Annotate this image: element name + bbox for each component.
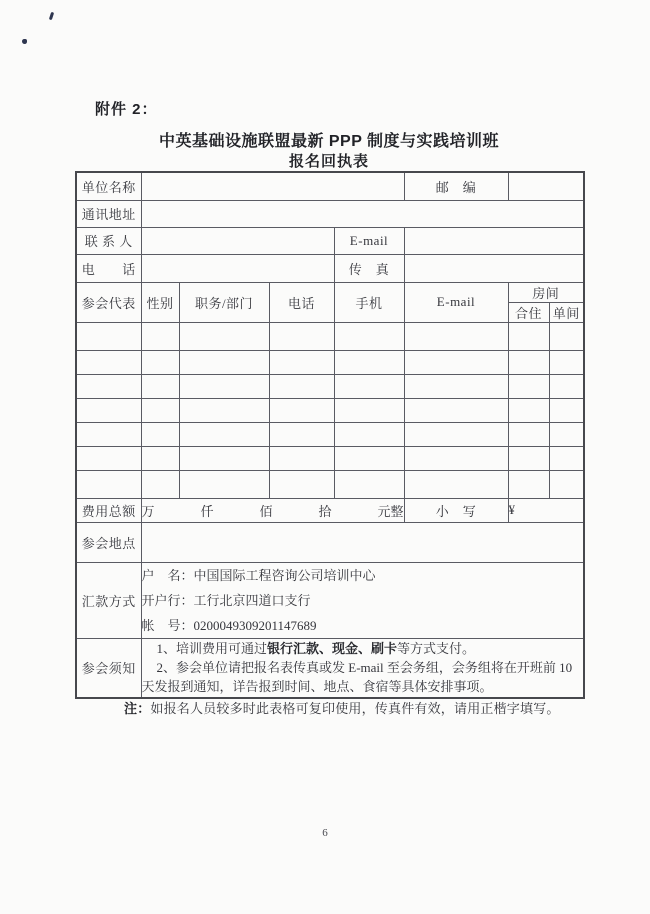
- delegate-empty-row: [76, 322, 584, 350]
- fee-row: [76, 498, 584, 522]
- notes-item-1: 1、培训费用可通过银行汇款、现金、刷卡等方式支付。: [156, 641, 476, 657]
- venue-label: 参会地点: [76, 522, 141, 562]
- notes-item-1-bold: 银行汇款、现金、刷卡: [267, 641, 398, 657]
- email-value-cell: [404, 227, 584, 254]
- attachment-label: 附件 2：: [95, 101, 158, 118]
- gender-column-header: 性别: [141, 282, 179, 322]
- address-value-cell: [141, 200, 584, 227]
- delegate-empty-row: [76, 374, 584, 398]
- contact-label: 联 系 人: [76, 227, 141, 254]
- phone-row: [76, 254, 584, 282]
- fee-unit-yuan: 元整: [377, 503, 404, 519]
- fee-amount-words-cell: [141, 498, 404, 522]
- email-label: E-mail: [334, 227, 404, 254]
- room-shared-header: 合住: [508, 302, 549, 322]
- footnote-text: 如报名人员较多时此表格可复印使用，传真件有效，请用正楷字填写。: [150, 701, 560, 716]
- phone-label: 电 话: [76, 254, 141, 282]
- ink-speck: [22, 39, 27, 44]
- room-column-header: 房间: [508, 282, 584, 302]
- mobile-column-header: 手机: [334, 282, 404, 322]
- footnote-prefix: 注：: [124, 701, 151, 716]
- fee-unit-bai: 佰: [259, 503, 273, 519]
- delegate-empty-row: [76, 470, 584, 498]
- fee-unit-wan: 万: [141, 503, 155, 519]
- remittance-account-name: 户 名：中国国际工程咨询公司培训中心: [141, 567, 376, 583]
- notes-label: 参会须知: [76, 638, 141, 698]
- unit-name-row: [76, 172, 584, 200]
- venue-value-cell: [141, 522, 584, 562]
- fee-numeric-label: 小 写: [404, 498, 508, 522]
- fax-value-cell: [404, 254, 584, 282]
- remittance-details-cell: [141, 562, 584, 638]
- footnote: [124, 698, 560, 717]
- document-subtitle: 报名回执表: [288, 153, 369, 170]
- position-column-header: 职务/部门: [179, 282, 269, 322]
- address-label: 通讯地址: [76, 200, 141, 227]
- fee-label: 费用总额: [76, 498, 141, 522]
- postal-code-value-cell: [508, 172, 584, 200]
- remittance-label: 汇款方式: [76, 562, 141, 638]
- address-row: [76, 200, 584, 227]
- fee-currency-cell: ¥: [508, 498, 584, 522]
- phone-value-cell: [141, 254, 334, 282]
- contact-row: [76, 227, 584, 254]
- notes-row: [76, 638, 584, 698]
- phone-column-header: 电话: [269, 282, 334, 322]
- registration-form-table: [75, 171, 585, 699]
- delegate-empty-row: [76, 422, 584, 446]
- unit-name-value-cell: [141, 172, 404, 200]
- venue-row: [76, 522, 584, 562]
- fee-unit-qian: 仟: [200, 503, 214, 519]
- delegate-empty-row: [76, 398, 584, 422]
- notes-content-cell: [141, 638, 584, 698]
- ink-speck: [49, 12, 54, 21]
- remittance-account-number: 帐 号：0200049309201147689: [141, 617, 317, 633]
- fee-unit-shi: 拾: [318, 503, 332, 519]
- notes-item-2-line-1: 2、参会单位请把报名表传真或发 E-mail 至会务组，会务组将在开班前 10: [156, 660, 573, 676]
- delegate-empty-row: [76, 446, 584, 470]
- delegate-empty-row: [76, 350, 584, 374]
- remittance-row: [76, 562, 584, 638]
- delegate-column-header: 参会代表: [76, 282, 141, 322]
- email-column-header: E-mail: [404, 282, 508, 322]
- document-title: 中英基础设施联盟最新 PPP 制度与实践培训班: [158, 133, 500, 150]
- fax-label: 传 真: [334, 254, 404, 282]
- unit-name-label: 单位名称: [76, 172, 141, 200]
- delegates-header-row: [76, 282, 584, 302]
- page-number: 6: [322, 827, 328, 839]
- postal-code-label: 邮 编: [404, 172, 508, 200]
- room-single-header: 单间: [549, 302, 584, 322]
- remittance-bank: 开户行：工行北京四道口支行: [141, 592, 311, 608]
- notes-item-2-line-2: 天发报到通知，详告报到时间、地点、食宿等具体安排事项。: [141, 679, 493, 695]
- contact-value-cell: [141, 227, 334, 254]
